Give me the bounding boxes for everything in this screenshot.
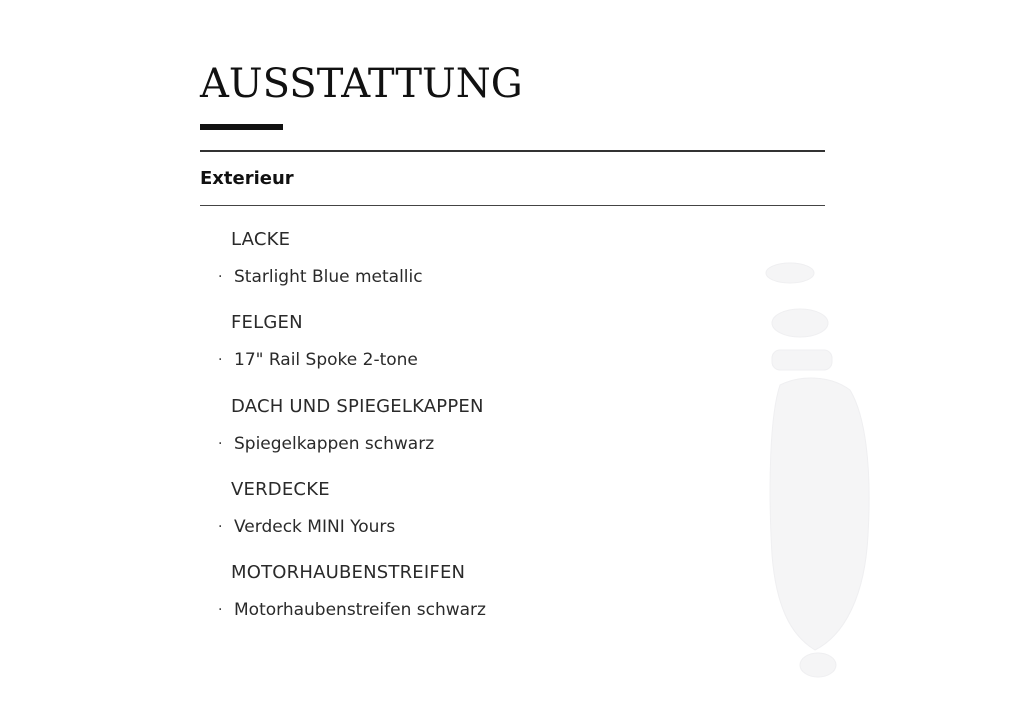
- title-underline: [200, 124, 283, 130]
- car-top-view-image: [760, 255, 875, 685]
- equipment-group-motorhaubenstreifen: [200, 562, 720, 645]
- bullet-icon: ·: [218, 602, 223, 619]
- list-item: [218, 267, 423, 287]
- group-title: DACH UND SPIEGELKAPPEN: [231, 395, 484, 417]
- equipment-group-dach-und-spiegelkappen: [200, 396, 720, 479]
- list-item: [218, 434, 434, 454]
- list-item-label: 17" Rail Spoke 2-tone: [234, 350, 418, 371]
- group-title: VERDECKE: [231, 478, 330, 500]
- list-item: [218, 350, 418, 370]
- page-title: AUSSTATTUNG: [200, 61, 523, 107]
- list-item-label: Starlight Blue metallic: [234, 267, 423, 287]
- list-item: [218, 600, 486, 620]
- equipment-group-lacke: [200, 229, 720, 312]
- group-title: FELGEN: [231, 312, 303, 334]
- group-title: LACKE: [231, 229, 291, 250]
- group-title: MOTORHAUBENSTREIFEN: [231, 562, 466, 584]
- list-item-label: Motorhaubenstreifen schwarz: [234, 600, 486, 621]
- section-heading-exterieur: Exterieur: [200, 168, 294, 189]
- list-item: [218, 517, 395, 537]
- equipment-group-verdecke: [200, 479, 720, 562]
- section-divider-top: [200, 150, 825, 152]
- bullet-icon: ·: [218, 518, 223, 535]
- bullet-icon: ·: [218, 435, 223, 452]
- list-item-label: Spiegelkappen schwarz: [234, 433, 435, 454]
- bullet-icon: ·: [218, 352, 223, 369]
- section-divider-bottom: [200, 205, 825, 206]
- bullet-icon: ·: [218, 269, 223, 285]
- equipment-list: [200, 229, 720, 645]
- equipment-group-felgen: [200, 312, 720, 395]
- list-item-label: Verdeck MINI Yours: [234, 516, 396, 537]
